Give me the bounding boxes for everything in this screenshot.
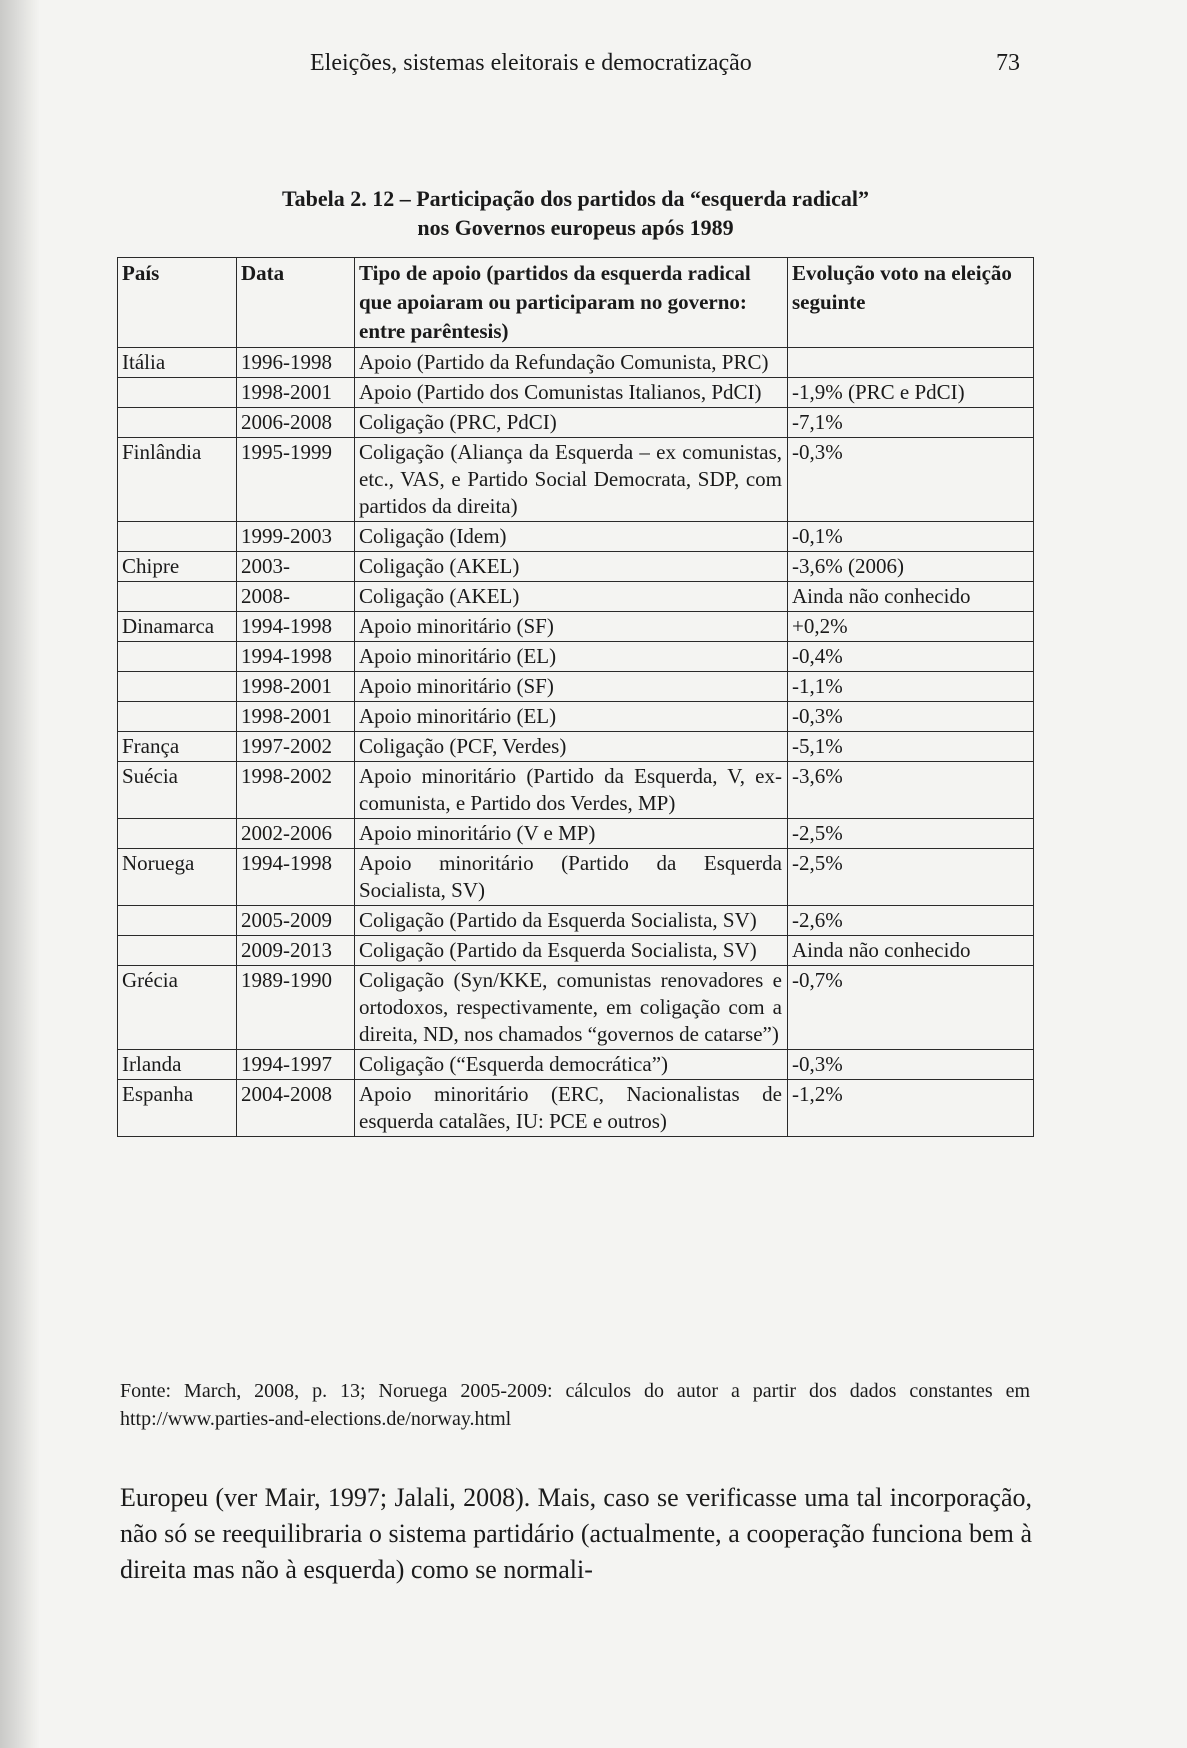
cell-support-type: Coligação (Syn/KKE, comunistas renovadores e ortodoxos, respectivamente, em coligação com a direita, ND, nos chamados “governos de catarse”)	[355, 966, 788, 1050]
cell-vote-change: -3,6%	[788, 762, 1034, 819]
cell-support-type: Coligação (AKEL)	[355, 582, 788, 612]
cell-vote-change: -0,3%	[788, 1050, 1034, 1080]
table-row	[118, 1080, 1034, 1137]
cell-country	[118, 702, 237, 732]
participation-table	[117, 257, 1034, 1137]
table-row	[118, 522, 1034, 552]
cell-country: Suécia	[118, 762, 237, 819]
table-row	[118, 1050, 1034, 1080]
cell-date: 2003-	[237, 552, 355, 582]
cell-country: Dinamarca	[118, 612, 237, 642]
cell-date: 2008-	[237, 582, 355, 612]
cell-date: 2002-2006	[237, 819, 355, 849]
cell-vote-change: -5,1%	[788, 732, 1034, 762]
cell-support-type: Coligação (Idem)	[355, 522, 788, 552]
table-row	[118, 732, 1034, 762]
cell-country: Itália	[118, 348, 237, 378]
table-caption-line-1: Tabela 2. 12 – Participação dos partidos da “esquerda radical”	[281, 186, 870, 211]
cell-vote-change	[788, 348, 1034, 378]
cell-country: Grécia	[118, 966, 237, 1050]
cell-support-type: Apoio minoritário (SF)	[355, 672, 788, 702]
body-paragraph: Europeu (ver Mair, 1997; Jalali, 2008). Mais, caso se verificasse uma tal incorporação, não só se reequilibraria o sistema partidário (actualmente, a cooperação funciona bem à direita mas não à esquerda) como se normali-	[120, 1483, 1032, 1584]
cell-support-type: Coligação (PCF, Verdes)	[355, 732, 788, 762]
header-country: País	[118, 258, 237, 348]
cell-country	[118, 522, 237, 552]
cell-support-type: Coligação (Aliança da Esquerda – ex comunistas, etc., VAS, e Partido Social Democrata, SDP, com partidos da direita)	[355, 438, 788, 522]
cell-support-type: Apoio minoritário (EL)	[355, 642, 788, 672]
cell-country	[118, 408, 237, 438]
book-spine-shadow	[0, 0, 40, 1748]
cell-country	[118, 582, 237, 612]
table-row	[118, 849, 1034, 906]
cell-support-type: Coligação (AKEL)	[355, 552, 788, 582]
cell-support-type: Apoio (Partido dos Comunistas Italianos, PdCI)	[355, 378, 788, 408]
cell-date: 1997-2002	[237, 732, 355, 762]
header-date: Data	[237, 258, 355, 348]
cell-country	[118, 642, 237, 672]
source-note: Fonte: March, 2008, p. 13; Noruega 2005-2009: cálculos do autor a partir dos dados constantes em http://www.parties-and-elections.de/norway.html	[120, 1380, 1030, 1430]
table-row	[118, 702, 1034, 732]
table-header-row	[118, 258, 1034, 348]
running-head-title: Eleições, sistemas eleitorais e democratização	[310, 50, 752, 76]
cell-vote-change: -0,7%	[788, 966, 1034, 1050]
cell-vote-change: +0,2%	[788, 612, 1034, 642]
table-row	[118, 642, 1034, 672]
cell-vote-change: Ainda não conhecido	[788, 582, 1034, 612]
cell-vote-change: -2,5%	[788, 819, 1034, 849]
cell-support-type: Apoio minoritário (Partido da Esquerda, V, ex-comunista, e Partido dos Verdes, MP)	[355, 762, 788, 819]
table-row	[118, 582, 1034, 612]
cell-date: 1994-1998	[237, 642, 355, 672]
table-row	[118, 672, 1034, 702]
cell-support-type: Apoio (Partido da Refundação Comunista, PRC)	[355, 348, 788, 378]
cell-date: 1998-2001	[237, 672, 355, 702]
cell-date: 1994-1998	[237, 612, 355, 642]
cell-vote-change: -7,1%	[788, 408, 1034, 438]
cell-date: 1989-1990	[237, 966, 355, 1050]
cell-vote-change: -0,3%	[788, 702, 1034, 732]
cell-country	[118, 819, 237, 849]
table-row	[118, 348, 1034, 378]
cell-country	[118, 378, 237, 408]
cell-country: Espanha	[118, 1080, 237, 1137]
cell-date: 1998-2002	[237, 762, 355, 819]
table-row	[118, 936, 1034, 966]
table-body	[118, 348, 1034, 1137]
cell-date: 1994-1998	[237, 849, 355, 906]
cell-date: 1995-1999	[237, 438, 355, 522]
cell-support-type: Apoio minoritário (Partido da Esquerda Socialista, SV)	[355, 849, 788, 906]
cell-date: 2006-2008	[237, 408, 355, 438]
cell-support-type: Apoio minoritário (V e MP)	[355, 819, 788, 849]
cell-support-type: Apoio minoritário (ERC, Nacionalistas de esquerda catalães, IU: PCE e outros)	[355, 1080, 788, 1137]
cell-vote-change: -0,4%	[788, 642, 1034, 672]
cell-country: Irlanda	[118, 1050, 237, 1080]
table-row	[118, 378, 1034, 408]
cell-support-type: Apoio minoritário (EL)	[355, 702, 788, 732]
cell-support-type: Coligação (“Esquerda democrática”)	[355, 1050, 788, 1080]
cell-date: 1999-2003	[237, 522, 355, 552]
cell-support-type: Coligação (Partido da Esquerda Socialista, SV)	[355, 936, 788, 966]
cell-vote-change: -1,9% (PRC e PdCI)	[788, 378, 1034, 408]
cell-date: 1996-1998	[237, 348, 355, 378]
header-support-type: Tipo de apoio (partidos da esquerda radical que apoiaram ou participaram no governo: entre parêntesis)	[355, 258, 788, 348]
cell-support-type: Coligação (Partido da Esquerda Socialista, SV)	[355, 906, 788, 936]
cell-country	[118, 906, 237, 936]
cell-vote-change: -2,5%	[788, 849, 1034, 906]
cell-vote-change: -0,3%	[788, 438, 1034, 522]
table-row	[118, 906, 1034, 936]
cell-country	[118, 672, 237, 702]
cell-vote-change: -2,6%	[788, 906, 1034, 936]
cell-country: Finlândia	[118, 438, 237, 522]
cell-vote-change: -1,2%	[788, 1080, 1034, 1137]
cell-vote-change: -0,1%	[788, 522, 1034, 552]
cell-country: Chipre	[118, 552, 237, 582]
cell-country: Noruega	[118, 849, 237, 906]
table-caption-line-2: nos Governos europeus após 1989	[417, 215, 734, 240]
header-vote-change: Evolução voto na eleição seguinte	[788, 258, 1034, 348]
table-row	[118, 612, 1034, 642]
cell-country: França	[118, 732, 237, 762]
cell-country	[118, 936, 237, 966]
table-row	[118, 762, 1034, 819]
cell-support-type: Coligação (PRC, PdCI)	[355, 408, 788, 438]
cell-date: 1994-1997	[237, 1050, 355, 1080]
cell-support-type: Apoio minoritário (SF)	[355, 612, 788, 642]
table-row	[118, 552, 1034, 582]
cell-date: 1998-2001	[237, 702, 355, 732]
table-caption	[118, 184, 1033, 242]
cell-vote-change: Ainda não conhecido	[788, 936, 1034, 966]
table-row	[118, 408, 1034, 438]
table-row	[118, 966, 1034, 1050]
cell-date: 1998-2001	[237, 378, 355, 408]
cell-date: 2009-2013	[237, 936, 355, 966]
page-number: 73	[996, 50, 1020, 76]
cell-vote-change: -3,6% (2006)	[788, 552, 1034, 582]
cell-date: 2004-2008	[237, 1080, 355, 1137]
table-row	[118, 438, 1034, 522]
cell-date: 2005-2009	[237, 906, 355, 936]
table-row	[118, 819, 1034, 849]
cell-vote-change: -1,1%	[788, 672, 1034, 702]
